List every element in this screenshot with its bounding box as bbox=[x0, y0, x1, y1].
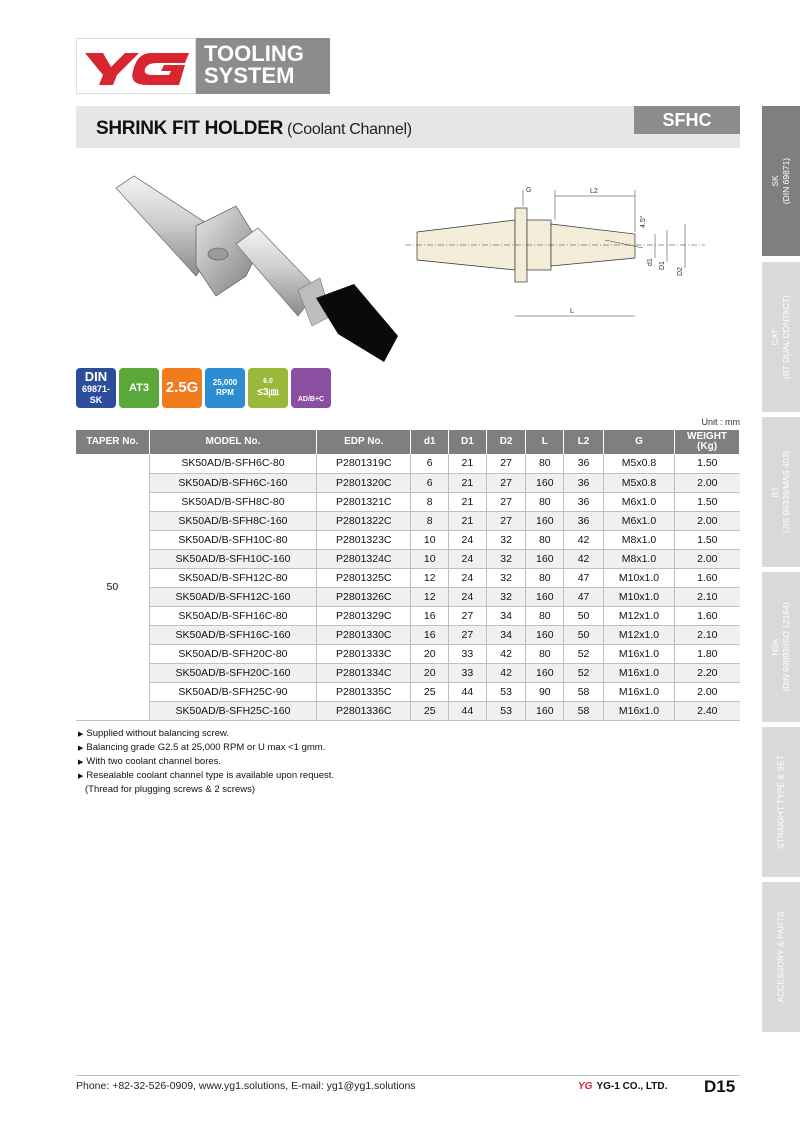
table-row bbox=[76, 701, 740, 720]
table-cell: 6 bbox=[411, 473, 449, 492]
table-cell: M10x1.0 bbox=[603, 568, 674, 587]
table-cell: 36 bbox=[564, 492, 604, 511]
table-cell: 21 bbox=[449, 473, 487, 492]
table-cell: 2.10 bbox=[675, 587, 740, 606]
rpm-unit: RPM bbox=[216, 388, 234, 397]
drawing-label-D1: D1 bbox=[659, 261, 666, 270]
side-tab-cat[interactable] bbox=[762, 262, 800, 412]
table-cell: P2801319C bbox=[317, 454, 411, 473]
table-row bbox=[76, 625, 740, 644]
triangle-bullet-icon: ▶ bbox=[78, 731, 84, 738]
yg-logo-icon bbox=[76, 38, 196, 94]
feature-badges bbox=[76, 368, 331, 410]
table-cell: 47 bbox=[564, 587, 604, 606]
table-cell: 10 bbox=[411, 549, 449, 568]
note-item bbox=[78, 769, 334, 783]
title-text: SHRINK FIT HOLDER bbox=[96, 118, 284, 139]
table-cell: P2801333C bbox=[317, 644, 411, 663]
table-cell: 160 bbox=[526, 663, 564, 682]
rpm-value: 25,000 bbox=[212, 378, 238, 387]
col-model: MODEL No. bbox=[149, 430, 316, 454]
drawing-label-d1: d1 bbox=[647, 258, 654, 266]
din-badge-line1: DIN bbox=[84, 369, 108, 384]
table-cell: 42 bbox=[564, 549, 604, 568]
table-cell: 27 bbox=[486, 473, 526, 492]
footer-divider bbox=[76, 1075, 740, 1076]
table-cell: 27 bbox=[449, 625, 487, 644]
col-D1: D1 bbox=[449, 430, 487, 454]
table-cell: P2801334C bbox=[317, 663, 411, 682]
table-cell: SK50AD/B-SFH10C-80 bbox=[149, 530, 316, 549]
footer-contact: Phone: +82-32-526-0909, www.yg1.solutions, E-mail: yg1@yg1.solutions bbox=[76, 1080, 416, 1092]
table-cell: M16x1.0 bbox=[603, 682, 674, 701]
table-cell: 80 bbox=[526, 454, 564, 473]
col-L2: L2 bbox=[564, 430, 604, 454]
table-row bbox=[76, 606, 740, 625]
table-cell: P2801321C bbox=[317, 492, 411, 511]
table-cell: M5x0.8 bbox=[603, 454, 674, 473]
table-cell: 32 bbox=[486, 587, 526, 606]
table-cell: 80 bbox=[526, 644, 564, 663]
table-row bbox=[76, 644, 740, 663]
table-cell: SK50AD/B-SFH8C-160 bbox=[149, 511, 316, 530]
table-cell: 8 bbox=[411, 511, 449, 530]
side-tab-straight[interactable] bbox=[762, 727, 800, 877]
logo-line-1: TOOLING bbox=[204, 41, 304, 66]
table-cell: 52 bbox=[564, 663, 604, 682]
page-title bbox=[96, 118, 412, 140]
table-row bbox=[76, 473, 740, 492]
side-tab-bt-line2: (JIS B6339/MAS 403) bbox=[781, 450, 791, 534]
drawing-label-l2: L2 bbox=[590, 188, 598, 195]
table-row bbox=[76, 682, 740, 701]
table-cell: 25 bbox=[411, 701, 449, 720]
table-cell: 44 bbox=[449, 682, 487, 701]
table-cell: 36 bbox=[564, 473, 604, 492]
table-cell: P2801325C bbox=[317, 568, 411, 587]
table-cell: M16x1.0 bbox=[603, 663, 674, 682]
table-cell: P2801323C bbox=[317, 530, 411, 549]
triangle-bullet-icon: ▶ bbox=[78, 773, 84, 780]
coolant-type-badge: AD/B+C bbox=[291, 368, 331, 408]
table-cell: 16 bbox=[411, 606, 449, 625]
table-cell: 27 bbox=[486, 511, 526, 530]
product-image bbox=[86, 166, 406, 386]
drawing-label-D2: D2 bbox=[677, 267, 684, 276]
side-tab-straight-line1: STRAIGHT TYPE & SET bbox=[775, 754, 786, 850]
runout-line2: ≤3㎛ bbox=[257, 387, 279, 398]
table-cell: 34 bbox=[486, 625, 526, 644]
table-cell: P2801329C bbox=[317, 606, 411, 625]
side-tab-hsk[interactable] bbox=[762, 572, 800, 722]
table-cell: SK50AD/B-SFH10C-160 bbox=[149, 549, 316, 568]
col-G: G bbox=[603, 430, 674, 454]
side-tab-sk-line2: (DIN 69871) bbox=[781, 157, 791, 205]
table-cell: SK50AD/B-SFH8C-80 bbox=[149, 492, 316, 511]
page-number: D15 bbox=[704, 1077, 736, 1096]
col-D2: D2 bbox=[486, 430, 526, 454]
table-cell: 24 bbox=[449, 587, 487, 606]
drawing-label-l: L bbox=[570, 308, 574, 315]
note-text: With two coolant channel bores. bbox=[86, 756, 222, 767]
table-cell: 1.50 bbox=[675, 454, 740, 473]
din-badge-line2: 69871- bbox=[81, 384, 111, 394]
din-badge-line3: SK bbox=[89, 395, 103, 405]
table-cell: SK50AD/B-SFH25C-160 bbox=[149, 701, 316, 720]
table-cell: 80 bbox=[526, 530, 564, 549]
table-row bbox=[76, 549, 740, 568]
note-item bbox=[78, 755, 334, 769]
note-item bbox=[78, 727, 334, 741]
table-cell: 53 bbox=[486, 701, 526, 720]
table-cell: 42 bbox=[486, 663, 526, 682]
table-row bbox=[76, 568, 740, 587]
table-cell: 8 bbox=[411, 492, 449, 511]
table-cell: P2801335C bbox=[317, 682, 411, 701]
table-cell: 24 bbox=[449, 530, 487, 549]
spec-table bbox=[76, 430, 740, 721]
side-tab-accessory[interactable] bbox=[762, 882, 800, 1032]
table-cell: 90 bbox=[526, 682, 564, 701]
balance-grade-badge: 2.5G bbox=[162, 368, 202, 408]
table-cell: 160 bbox=[526, 511, 564, 530]
side-tab-hsk-line1: HSK bbox=[770, 638, 780, 656]
side-tab-hsk-line2: (DIN 69893/ISO 12164) bbox=[781, 602, 791, 692]
table-cell: 58 bbox=[564, 701, 604, 720]
table-cell: 47 bbox=[564, 568, 604, 587]
note-text: Supplied without balancing screw. bbox=[86, 728, 229, 739]
note-text: Balancing grade G2.5 at 25,000 RPM or U max <1 gmm. bbox=[86, 742, 326, 753]
table-cell: 36 bbox=[564, 511, 604, 530]
table-cell: 80 bbox=[526, 492, 564, 511]
side-tab-bt-line1: BT bbox=[770, 486, 780, 498]
rpm-badge bbox=[205, 368, 245, 408]
table-cell: M8x1.0 bbox=[603, 530, 674, 549]
unit-label: Unit : mm bbox=[701, 417, 740, 427]
col-weight-line1: WEIGHT bbox=[687, 431, 728, 442]
table-cell: SK50AD/B-SFH12C-80 bbox=[149, 568, 316, 587]
product-code-tab: SFHC bbox=[634, 106, 740, 134]
col-edp: EDP No. bbox=[317, 430, 411, 454]
table-cell: M12x1.0 bbox=[603, 625, 674, 644]
table-cell: 50 bbox=[564, 606, 604, 625]
table-cell: 21 bbox=[449, 492, 487, 511]
table-cell: 32 bbox=[486, 549, 526, 568]
table-cell: 1.80 bbox=[675, 644, 740, 663]
side-tab-sk[interactable] bbox=[762, 106, 800, 256]
table-row bbox=[76, 663, 740, 682]
table-cell: 1.50 bbox=[675, 530, 740, 549]
table-cell: 21 bbox=[449, 511, 487, 530]
table-cell: SK50AD/B-SFH12C-160 bbox=[149, 587, 316, 606]
col-taper: TAPER No. bbox=[76, 430, 149, 454]
table-cell: 20 bbox=[411, 663, 449, 682]
table-cell: 42 bbox=[564, 530, 604, 549]
table-cell: 160 bbox=[526, 701, 564, 720]
table-cell: SK50AD/B-SFH20C-160 bbox=[149, 663, 316, 682]
table-cell: 2.00 bbox=[675, 511, 740, 530]
table-cell: 2.00 bbox=[675, 682, 740, 701]
table-row bbox=[76, 454, 740, 473]
drawing-label-g: G bbox=[526, 187, 532, 194]
brand-logo bbox=[76, 38, 330, 94]
table-cell: 33 bbox=[449, 663, 487, 682]
table-row bbox=[76, 587, 740, 606]
table-cell: 24 bbox=[449, 568, 487, 587]
table-cell: 32 bbox=[486, 530, 526, 549]
table-cell: 160 bbox=[526, 473, 564, 492]
table-cell: M10x1.0 bbox=[603, 587, 674, 606]
table-cell: 160 bbox=[526, 549, 564, 568]
col-d1: d1 bbox=[411, 430, 449, 454]
side-tab-cat-line2: (BT DUAL CONTACT) bbox=[781, 295, 791, 379]
table-cell: M6x1.0 bbox=[603, 511, 674, 530]
table-cell: M5x0.8 bbox=[603, 473, 674, 492]
drawing-label-angle: 4.5° bbox=[640, 215, 647, 228]
table-cell: 10 bbox=[411, 530, 449, 549]
side-tab-bt[interactable] bbox=[762, 417, 800, 567]
table-cell: 50 bbox=[564, 625, 604, 644]
footer-company: YG-1 CO., LTD. bbox=[596, 1081, 668, 1092]
table-cell: 27 bbox=[449, 606, 487, 625]
runout-line1: 6.0 bbox=[263, 378, 273, 385]
table-cell: 27 bbox=[486, 454, 526, 473]
table-cell: P2801326C bbox=[317, 587, 411, 606]
table-cell: 2.20 bbox=[675, 663, 740, 682]
table-cell: 52 bbox=[564, 644, 604, 663]
col-weight-line2: (Kg) bbox=[697, 441, 718, 452]
table-cell: M16x1.0 bbox=[603, 644, 674, 663]
table-cell: 53 bbox=[486, 682, 526, 701]
note-continuation: (Thread for plugging screws & 2 screws) bbox=[85, 784, 256, 795]
at3-badge: AT3 bbox=[119, 368, 159, 408]
side-tab-cat-line1: CAT bbox=[770, 328, 780, 346]
triangle-bullet-icon: ▶ bbox=[78, 759, 84, 766]
table-cell: SK50AD/B-SFH6C-80 bbox=[149, 454, 316, 473]
table-cell: 44 bbox=[449, 701, 487, 720]
note-item bbox=[78, 741, 334, 755]
table-cell: 2.10 bbox=[675, 625, 740, 644]
table-cell: 27 bbox=[486, 492, 526, 511]
col-weight bbox=[675, 430, 740, 454]
table-cell: 80 bbox=[526, 606, 564, 625]
table-cell: 6 bbox=[411, 454, 449, 473]
table-cell: 34 bbox=[486, 606, 526, 625]
table-cell: 33 bbox=[449, 644, 487, 663]
table-cell: M12x1.0 bbox=[603, 606, 674, 625]
taper-cell: 50 bbox=[76, 454, 149, 720]
table-cell: 36 bbox=[564, 454, 604, 473]
table-cell: 12 bbox=[411, 587, 449, 606]
yg-mark-icon: YG bbox=[578, 1081, 593, 1092]
table-cell: 80 bbox=[526, 568, 564, 587]
triangle-bullet-icon: ▶ bbox=[78, 745, 84, 752]
table-cell: SK50AD/B-SFH16C-80 bbox=[149, 606, 316, 625]
table-cell: 24 bbox=[449, 549, 487, 568]
footer-brand bbox=[578, 1081, 667, 1092]
col-L: L bbox=[526, 430, 564, 454]
table-row bbox=[76, 492, 740, 511]
title-subtitle: (Coolant Channel) bbox=[287, 121, 412, 138]
note-text: Resealable coolant channel type is available upon request. bbox=[86, 770, 335, 781]
din-badge bbox=[76, 368, 116, 408]
side-tab-sk-line1: SK bbox=[770, 175, 780, 187]
table-cell: 58 bbox=[564, 682, 604, 701]
table-row bbox=[76, 530, 740, 549]
table-cell: 42 bbox=[486, 644, 526, 663]
table-cell: P2801322C bbox=[317, 511, 411, 530]
table-cell: SK50AD/B-SFH20C-80 bbox=[149, 644, 316, 663]
table-cell: P2801336C bbox=[317, 701, 411, 720]
table-cell: 21 bbox=[449, 454, 487, 473]
table-cell: 32 bbox=[486, 568, 526, 587]
table-cell: M6x1.0 bbox=[603, 492, 674, 511]
table-cell: 20 bbox=[411, 644, 449, 663]
table-cell: P2801324C bbox=[317, 549, 411, 568]
notes bbox=[78, 727, 334, 796]
table-cell: 2.00 bbox=[675, 473, 740, 492]
table-cell: 2.00 bbox=[675, 549, 740, 568]
table-cell: 160 bbox=[526, 587, 564, 606]
table-cell: 2.40 bbox=[675, 701, 740, 720]
table-cell: SK50AD/B-SFH16C-160 bbox=[149, 625, 316, 644]
table-cell: 160 bbox=[526, 625, 564, 644]
technical-drawing bbox=[405, 180, 740, 325]
table-cell: 12 bbox=[411, 568, 449, 587]
table-row bbox=[76, 511, 740, 530]
table-cell: 25 bbox=[411, 682, 449, 701]
side-tab-accessory-line1: ACCESSORY & PARTS bbox=[775, 911, 786, 1003]
logo-text bbox=[196, 38, 330, 94]
logo-line-2: SYSTEM bbox=[204, 63, 295, 88]
table-cell: SK50AD/B-SFH6C-160 bbox=[149, 473, 316, 492]
table-cell: P2801330C bbox=[317, 625, 411, 644]
table-cell: M8x1.0 bbox=[603, 549, 674, 568]
table-cell: 16 bbox=[411, 625, 449, 644]
table-cell: 1.50 bbox=[675, 492, 740, 511]
table-cell: SK50AD/B-SFH25C-90 bbox=[149, 682, 316, 701]
table-header-row bbox=[76, 430, 740, 454]
table-cell: 1.60 bbox=[675, 568, 740, 587]
table-cell: P2801320C bbox=[317, 473, 411, 492]
table-cell: 1.60 bbox=[675, 606, 740, 625]
table-cell: M16x1.0 bbox=[603, 701, 674, 720]
runout-badge bbox=[248, 368, 288, 408]
